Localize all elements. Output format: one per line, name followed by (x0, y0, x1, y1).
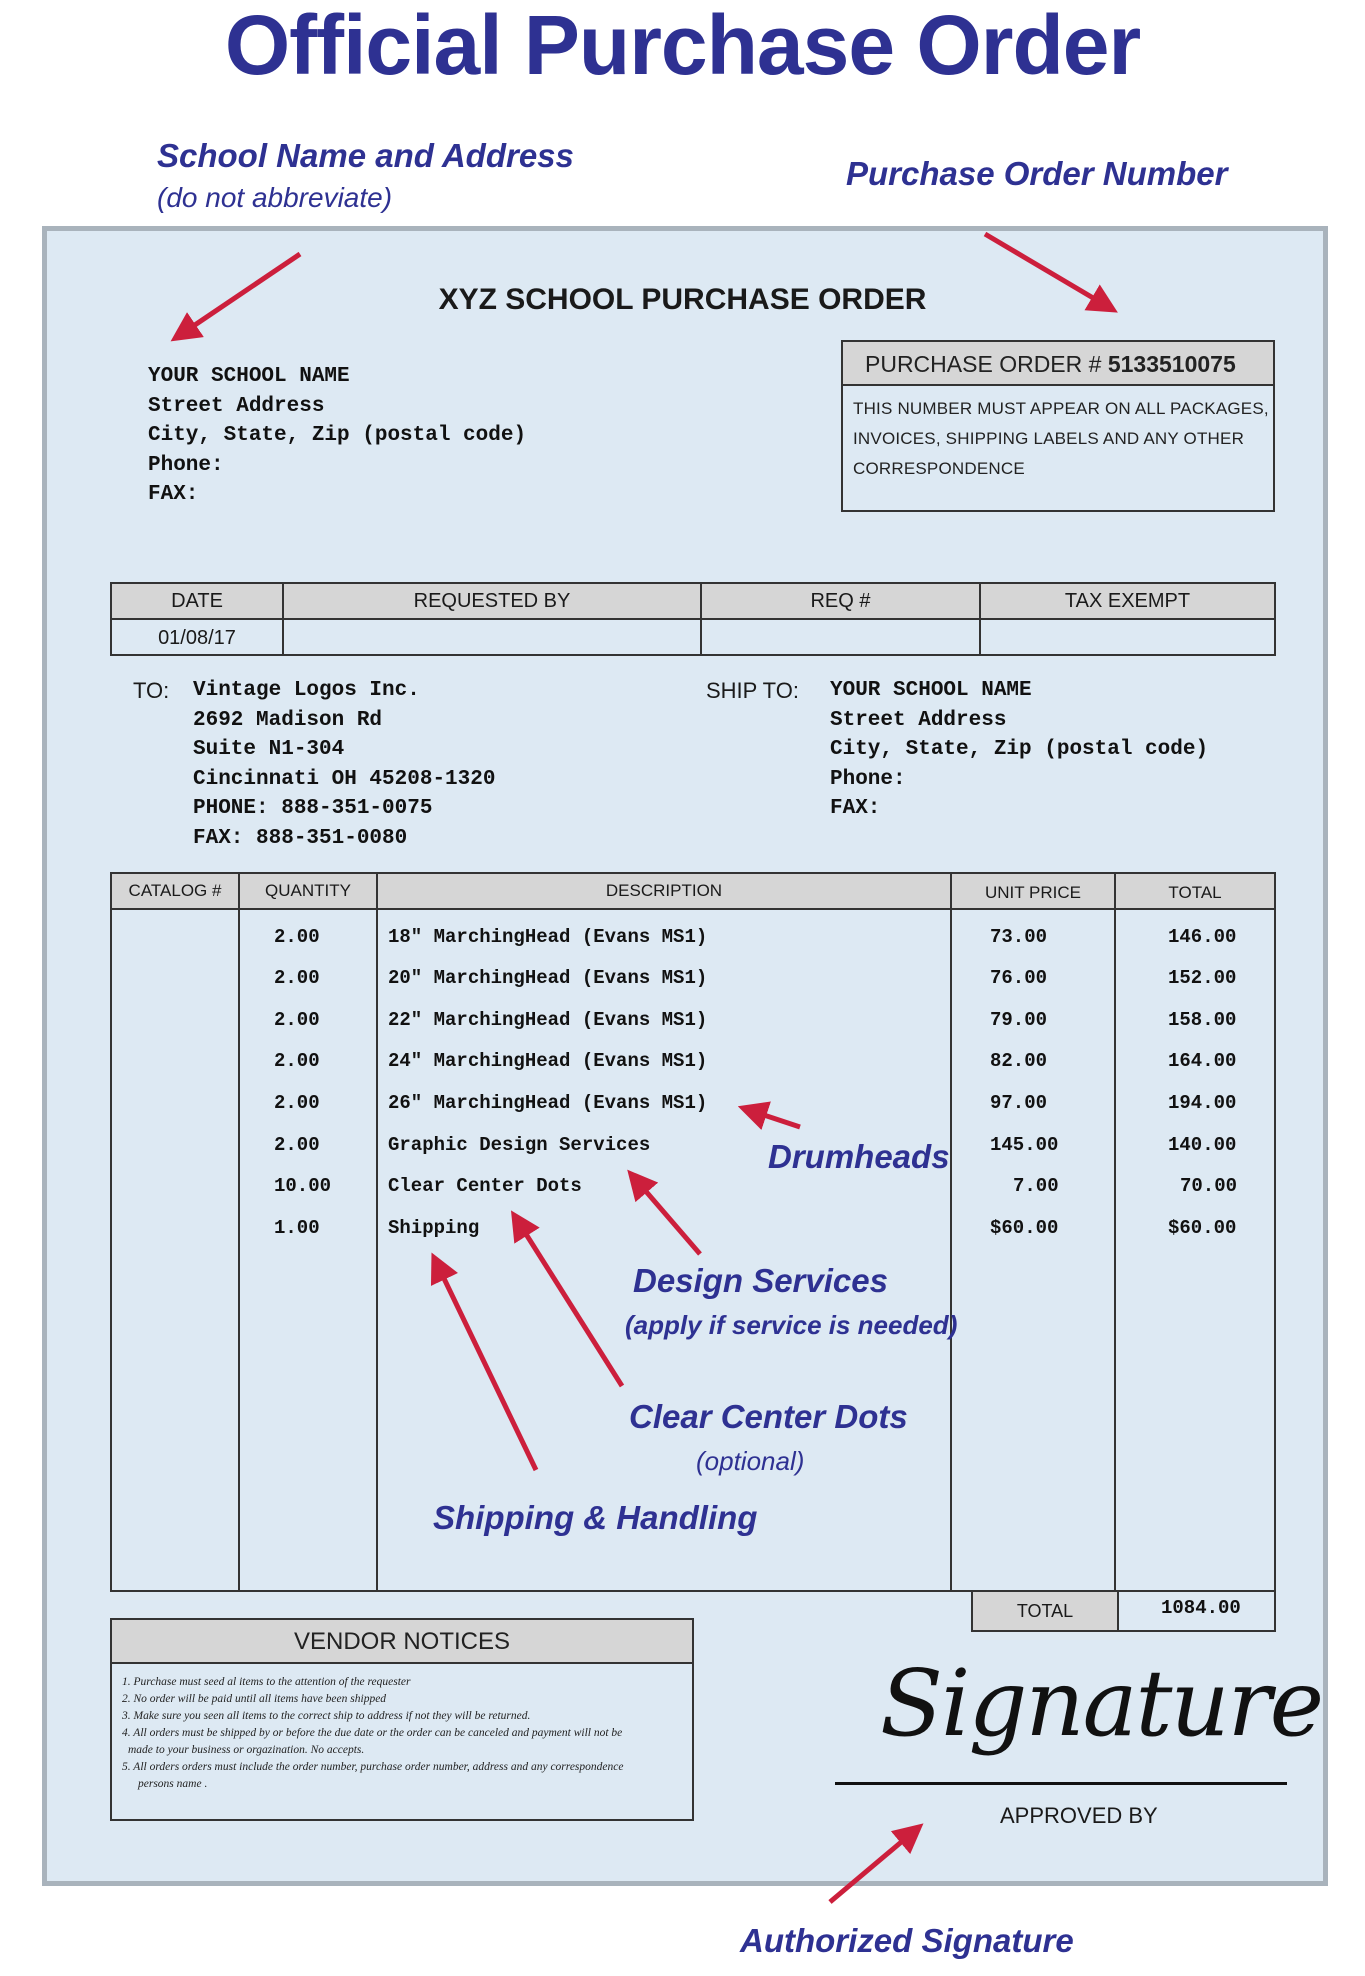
items-header-catalog: CATALOG # (128, 881, 222, 900)
po-number-box (841, 340, 1275, 512)
ship-to-address-line: FAX: (830, 797, 881, 820)
item-description: 22" MarchingHead (Evans MS1) (388, 1009, 708, 1031)
school-address-line: City, State, Zip (postal code) (148, 424, 527, 447)
items-table (110, 872, 1276, 1592)
po-notice-line: CORRESPONDENCE (853, 459, 1025, 478)
item-total: 164.00 (1168, 1050, 1237, 1072)
item-description: 18" MarchingHead (Evans MS1) (388, 926, 708, 948)
po-number-header (843, 342, 1273, 386)
item-unit-price: 97.00 (990, 1092, 1048, 1114)
info-table (110, 582, 1276, 656)
item-quantity: 2.00 (274, 1050, 320, 1072)
vendor-address-line: PHONE: 888-351-0075 (193, 797, 433, 820)
po-number-label: PURCHASE ORDER # (865, 351, 1102, 377)
ship-to-address-line: YOUR SCHOOL NAME (830, 679, 1032, 702)
annotation-authorized-signature: Authorized Signature (740, 1922, 1074, 1959)
vendor-notice-line: 4. All orders must be shipped by or before the due date or the order can be canceled and payment will not be (122, 1727, 623, 1739)
items-header-total: TOTAL (1168, 883, 1222, 902)
po-number-notice (843, 386, 1273, 484)
school-address-line: YOUR SCHOOL NAME (148, 365, 350, 388)
vendor-address-block (193, 676, 495, 853)
total-value: 1084.00 (1161, 1597, 1241, 1619)
vendor-notices-box (110, 1618, 694, 1821)
item-quantity: 2.00 (274, 926, 320, 948)
items-header-unit-price: UNIT PRICE (984, 883, 1082, 902)
info-header-tax-exempt: TAX EXEMPT (1064, 590, 1191, 612)
ship-to-address-line: City, State, Zip (postal code) (830, 738, 1209, 761)
vendor-notice-line: 2. No order will be paid until all items have been shipped (122, 1693, 387, 1705)
vendor-address-line: FAX: 888-351-0080 (193, 826, 408, 850)
item-description: 20" MarchingHead (Evans MS1) (388, 967, 708, 989)
signature-script: Signature (880, 1650, 1323, 1757)
vendor-notice-line: persons name . (138, 1778, 208, 1790)
info-value-cell (700, 618, 981, 656)
vendor-address-line: Suite N1-304 (193, 738, 345, 761)
ship-to-address-line: Phone: (830, 767, 906, 791)
item-unit-price: 145.00 (990, 1134, 1059, 1156)
po-notice-line: INVOICES, SHIPPING LABELS AND ANY OTHER (853, 429, 1245, 448)
vendor-notice-line: 1. Purchase must seed al items to the attention of the requester (122, 1676, 411, 1688)
annotation-shipping-handling: Shipping & Handling (433, 1499, 758, 1536)
item-description: 24" MarchingHead (Evans MS1) (388, 1050, 708, 1072)
vendor-notice-line: 5. All orders orders must include the order number, purchase order number, address and any correspondence (122, 1761, 624, 1773)
item-description: Shipping (388, 1217, 480, 1239)
info-header-req-number: REQ # (810, 590, 871, 612)
form-heading: XYZ SCHOOL PURCHASE ORDER (438, 283, 927, 316)
school-address-line: FAX: (148, 483, 199, 506)
items-column (110, 908, 240, 1592)
item-unit-price: 7.00 (1013, 1175, 1059, 1197)
item-unit-price: 76.00 (990, 967, 1048, 989)
ship-to-label: SHIP TO: (706, 678, 799, 703)
annotation-apply-if-needed: (apply if service is needed) (625, 1310, 958, 1340)
annotation-drumheads: Drumheads (768, 1138, 950, 1175)
school-address-block (148, 362, 526, 510)
total-label: TOTAL (1016, 1601, 1074, 1621)
item-unit-price: $60.00 (990, 1217, 1059, 1239)
item-total: $60.00 (1168, 1217, 1237, 1239)
to-label: TO: (133, 678, 170, 703)
vendor-notice-line: 3. Make sure you seen all items to the correct ship to address if not they will be returned. (122, 1710, 531, 1722)
annotation-purchase-order-number: Purchase Order Number (846, 155, 1228, 192)
page-title: Official Purchase Order (224, 0, 1141, 92)
vendor-notice-line: made to your business or orgazination. No accepts. (128, 1744, 365, 1756)
item-quantity: 2.00 (274, 1134, 320, 1156)
vendor-address-line: 2692 Madison Rd (193, 708, 383, 732)
item-unit-price: 79.00 (990, 1009, 1048, 1031)
info-header-date: DATE (171, 590, 223, 612)
school-address-line: Street Address (148, 394, 325, 418)
approved-by-label: APPROVED BY (1000, 1803, 1158, 1828)
annotation-clear-center-dots: Clear Center Dots (629, 1398, 908, 1435)
vendor-address-line: Vintage Logos Inc. (193, 679, 420, 702)
info-value-cell (282, 618, 702, 656)
items-header-quantity: QUANTITY (265, 881, 351, 900)
item-total: 70.00 (1180, 1175, 1238, 1197)
item-quantity: 10.00 (274, 1175, 332, 1197)
vendor-notices-list (112, 1664, 692, 1793)
info-value-date: 01/08/17 (158, 627, 236, 649)
vendor-address-line: Cincinnati OH 45208-1320 (193, 767, 496, 791)
item-description: 26" MarchingHead (Evans MS1) (388, 1092, 708, 1114)
item-unit-price: 82.00 (990, 1050, 1048, 1072)
item-total: 140.00 (1168, 1134, 1237, 1156)
annotation-design-services: Design Services (633, 1262, 888, 1299)
item-unit-price: 73.00 (990, 926, 1048, 948)
item-quantity: 2.00 (274, 967, 320, 989)
annotation-optional: (optional) (696, 1446, 805, 1476)
item-quantity: 2.00 (274, 1092, 320, 1114)
item-total: 194.00 (1168, 1092, 1237, 1114)
item-quantity: 1.00 (274, 1217, 320, 1239)
po-number-value: 5133510075 (1107, 351, 1236, 377)
item-total: 158.00 (1168, 1009, 1237, 1031)
item-quantity: 2.00 (274, 1009, 320, 1031)
annotation-school-name-address: School Name and Address (157, 137, 574, 174)
school-address-line: Phone: (148, 453, 224, 477)
item-description: Clear Center Dots (388, 1175, 582, 1197)
info-value-cell (979, 618, 1276, 656)
item-total: 152.00 (1168, 967, 1237, 989)
item-description: Graphic Design Services (388, 1134, 651, 1156)
ship-to-address-line: Street Address (830, 708, 1007, 732)
signature-line (835, 1782, 1287, 1785)
info-header-requested-by: REQUESTED BY (413, 590, 571, 612)
ship-to-address-block (830, 676, 1208, 824)
item-total: 146.00 (1168, 926, 1237, 948)
items-header-description: DESCRIPTION (605, 881, 723, 900)
po-notice-line: THIS NUMBER MUST APPEAR ON ALL PACKAGES, (853, 399, 1269, 418)
annotation-do-not-abbreviate: (do not abbreviate) (157, 182, 393, 213)
vendor-notices-heading: VENDOR NOTICES (112, 1620, 692, 1664)
